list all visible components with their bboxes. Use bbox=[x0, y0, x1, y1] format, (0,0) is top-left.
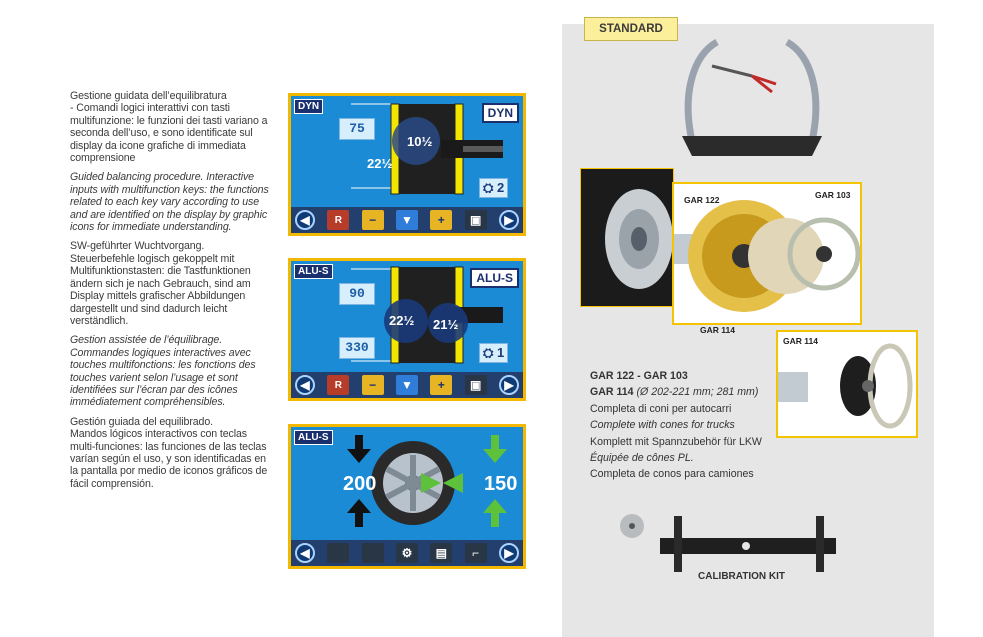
info-de: Komplett mit Spannzubehör für LKW bbox=[590, 435, 762, 448]
arrow-left-button[interactable]: ◀ bbox=[295, 375, 315, 395]
car-icon-button[interactable]: ▣ bbox=[465, 210, 487, 230]
info-models: GAR 122 - GAR 103 bbox=[590, 370, 688, 382]
info-en: Complete with cones for trucks bbox=[590, 419, 735, 432]
r-button[interactable]: R bbox=[327, 210, 349, 230]
arrow-right-button[interactable]: ▶ bbox=[499, 543, 519, 563]
text-it: Gestione guidata dell’equilibratura - Comandi logici interattivi con tasti multifunzione: le funzioni dei tasti variano a seconda dell’uso, e sono identificate sul display da icone grafiche di immediata comprensione bbox=[70, 90, 268, 165]
mode-tag: DYN bbox=[294, 99, 323, 114]
calibration-kit-label: CALIBRATION KIT bbox=[698, 571, 786, 582]
mode-tag: ALU-S bbox=[294, 430, 333, 445]
accessory-info bbox=[590, 368, 790, 483]
hook-button[interactable]: ⌐ bbox=[465, 543, 487, 563]
plus-button[interactable]: + bbox=[430, 375, 452, 395]
text-de: SW-geführter Wuchtvorgang. Steuerbefehle logisch gekoppelt mit Multifunktionstasten: die Tastfunktionen ändern sich je nach Gebrauch, sind am Display mittels grafischer Abbildungen dargestellt und sind dadurch leicht verständlich. bbox=[70, 240, 251, 327]
text-en: Guided balancing procedure. Interactive inputs with multifunction keys: the functions related to each key vary according to use and are identified on the display by graphic icons for immediate understanding. bbox=[70, 171, 269, 234]
info-fr: Équipée de cônes PL. bbox=[590, 452, 694, 465]
settings-button[interactable]: ▤ bbox=[430, 543, 452, 563]
function-toolbar bbox=[291, 372, 523, 398]
minus-button[interactable]: − bbox=[362, 375, 384, 395]
arrow-left-button[interactable]: ◀ bbox=[295, 210, 315, 230]
gar-label-a: GAR 122 bbox=[684, 195, 720, 205]
weight-value: 1 bbox=[497, 345, 505, 360]
tool-button[interactable]: ⚙ bbox=[396, 543, 418, 563]
weight-icon: ⛭ bbox=[483, 180, 498, 195]
info-dimensions bbox=[590, 384, 790, 400]
weight-pliers-hanger-image bbox=[672, 36, 832, 166]
info-model-114: GAR 114 bbox=[590, 386, 634, 399]
fraction-a: 22½ bbox=[389, 313, 415, 328]
text-es: Gestión guiada del equilibrado. Mandos lógicos interactivos con teclas multi-funciones: las funciones de las teclas varían según el uso, y son identificadas en la pantalla por medio de iconos gráficos de fácil comprensión. bbox=[70, 415, 268, 490]
value-box-top: 75 bbox=[339, 118, 375, 140]
truck-wheel-photo bbox=[580, 168, 674, 307]
arrow-right-button[interactable]: ▶ bbox=[499, 210, 519, 230]
gar-label-d: GAR 114 bbox=[783, 336, 818, 346]
standard-label: STANDARD bbox=[584, 17, 678, 41]
minus-button[interactable]: − bbox=[362, 210, 384, 230]
info-es: Completa de conos para camiones bbox=[590, 468, 754, 481]
right-value: 150 bbox=[484, 473, 518, 495]
weight-icon: ⛭ bbox=[483, 345, 498, 360]
gar-label-c: GAR 114 bbox=[700, 325, 735, 335]
left-value: 200 bbox=[343, 473, 377, 495]
function-toolbar bbox=[291, 207, 523, 233]
fraction-b: 21½ bbox=[433, 317, 459, 332]
display-area bbox=[291, 96, 523, 233]
mode-tag: ALU-S bbox=[294, 264, 333, 279]
display-screen-positioning bbox=[288, 424, 526, 569]
down-button[interactable]: ▼ bbox=[396, 210, 418, 230]
info-size: (Ø 202-221 mm; 281 mm) bbox=[633, 386, 759, 399]
fraction-a: 10½ bbox=[407, 134, 433, 149]
calibration-kit-image bbox=[616, 512, 846, 574]
text-fr: Gestion assistée de l’équilibrage. Commandes logiques interactives avec touches multifonctions: les fonctions des touches varient selon l’usage et sont identifiées sur l’écran par des icônes immédiatement compréhensibles. bbox=[70, 334, 256, 409]
weight-count bbox=[479, 343, 508, 363]
value-box-bottom: 330 bbox=[339, 337, 375, 359]
r-button[interactable]: R bbox=[327, 375, 349, 395]
blank-button-2[interactable] bbox=[362, 543, 384, 563]
gar-label-b: GAR 103 bbox=[815, 190, 851, 200]
mode-tag-large: DYN bbox=[482, 103, 519, 123]
display-screen-alu-s bbox=[288, 258, 526, 401]
arrow-right-button[interactable]: ▶ bbox=[499, 375, 519, 395]
weight-value: 2 bbox=[497, 180, 505, 195]
gar-114-photo bbox=[776, 330, 918, 438]
display-screen-dyn bbox=[288, 93, 526, 236]
function-toolbar bbox=[291, 540, 523, 566]
blank-button-1[interactable] bbox=[327, 543, 349, 563]
arrow-left-button[interactable]: ◀ bbox=[295, 543, 315, 563]
display-area bbox=[291, 427, 523, 566]
weight-count bbox=[479, 178, 508, 198]
fraction-b: 22½ bbox=[367, 156, 393, 171]
plus-button[interactable]: + bbox=[430, 210, 452, 230]
description-text bbox=[70, 90, 270, 497]
display-area bbox=[291, 261, 523, 398]
mode-tag-large: ALU-S bbox=[470, 268, 519, 288]
down-button[interactable]: ▼ bbox=[396, 375, 418, 395]
car-icon-button[interactable]: ▣ bbox=[465, 375, 487, 395]
info-it: Completa di coni per autocarri bbox=[590, 402, 732, 415]
value-box-top: 90 bbox=[339, 283, 375, 305]
